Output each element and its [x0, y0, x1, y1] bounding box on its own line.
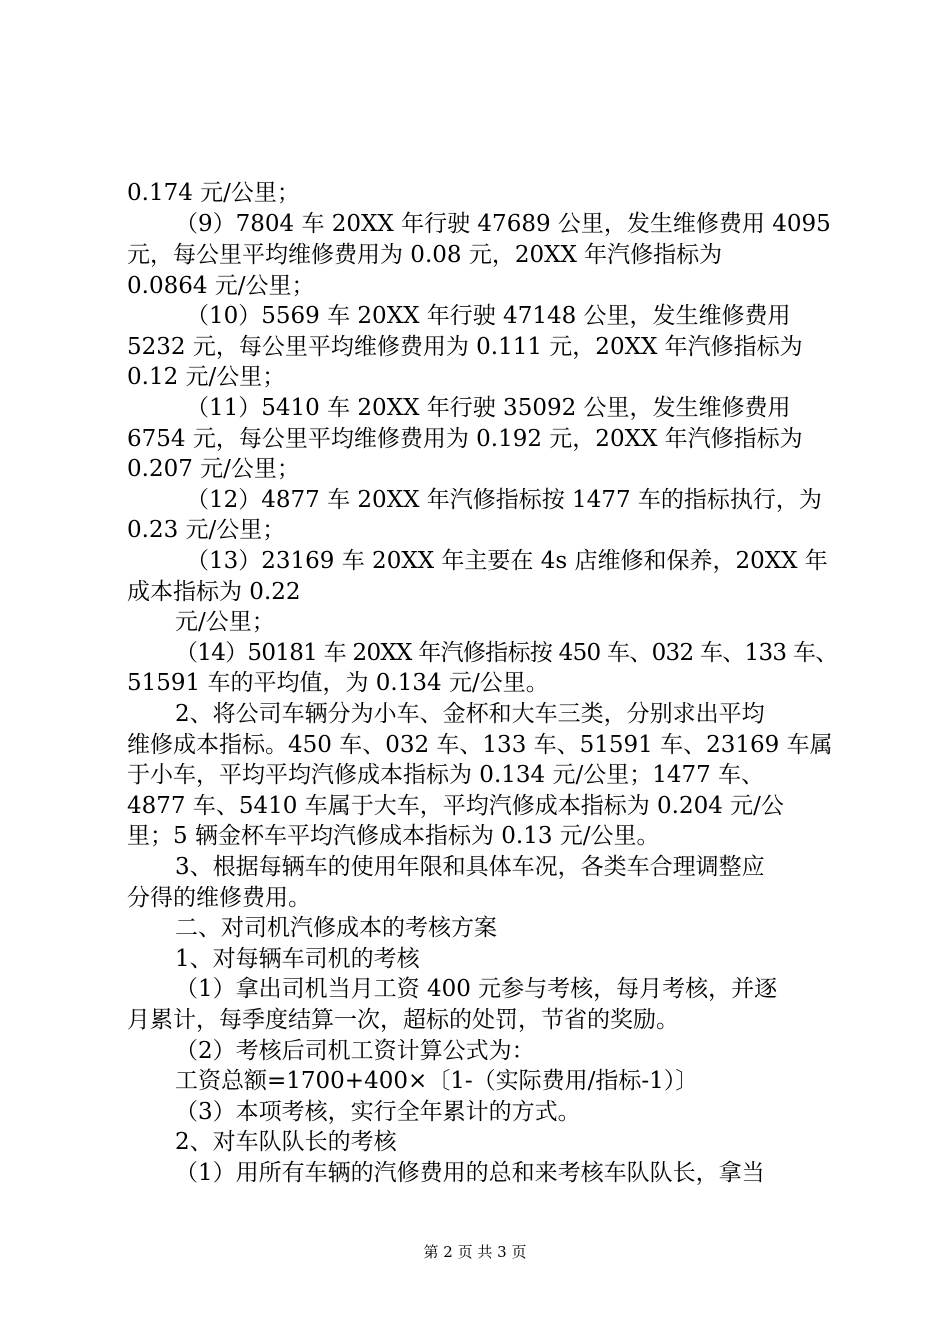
text-line: 元，每公里平均维修费用为 0.08 元，20XX 年汽修指标为: [127, 242, 723, 268]
text-line: （1）拿出司机当月工资 400 元参与考核，每月考核，并逐: [175, 976, 778, 1002]
text-line: （10）5569 车 20XX 年行驶 47148 公里，发生维修费用: [186, 303, 791, 329]
text-line: 分得的维修费用。: [127, 885, 311, 911]
text-line: 里；5 辆金杯车平均汽修成本指标为 0.13 元/公里。: [127, 823, 660, 849]
text-line: 0.23 元/公里；: [127, 517, 286, 543]
text-line: 0.174 元/公里；: [127, 180, 300, 206]
text-line: 成本指标为 0.22: [127, 579, 301, 605]
text-line: 6754 元，每公里平均维修费用为 0.192 元，20XX 年汽修指标为: [127, 426, 803, 452]
text-line: 51591 车的平均值，为 0.134 元/公里。: [127, 670, 549, 696]
text-line: 工资总额=1700+400×〔1-（实际费用/指标-1）〕: [175, 1068, 699, 1094]
text-line: （9）7804 车 20XX 年行驶 47689 公里，发生维修费用 4095: [175, 211, 831, 237]
text-line: （12）4877 车 20XX 年汽修指标按 1477 车的指标执行，为: [186, 487, 822, 513]
text-line: （2）考核后司机工资计算公式为：: [175, 1038, 535, 1064]
text-line: 3、根据每辆车的使用年限和具体车况，各类车合理调整应: [175, 854, 765, 880]
text-line: 2、对车队队长的考核: [175, 1129, 397, 1155]
text-line: （14）50181 车 20XX 年汽修指标按 450 车、032 车、133 车、: [175, 640, 838, 666]
text-line: 于小车，平均平均汽修成本指标为 0.134 元/公里；1477 车、: [127, 762, 765, 788]
text-line: （13）23169 车 20XX 年主要在 4s 店维修和保养，20XX 年: [186, 548, 828, 574]
page-footer: 第 2 页 共 3 页: [423, 1243, 527, 1261]
text-line: 二、对司机汽修成本的考核方案: [175, 915, 497, 941]
text-line: 2、将公司车辆分为小车、金杯和大车三类，分别求出平均: [175, 701, 765, 727]
text-line: 0.0864 元/公里；: [127, 273, 315, 299]
text-line: （1）用所有车辆的汽修费用的总和来考核车队队长，拿当: [175, 1160, 765, 1186]
text-line: 1、对每辆车司机的考核: [175, 946, 420, 972]
text-line: 4877 车、5410 车属于大车，平均汽修成本指标为 0.204 元/公: [127, 793, 784, 819]
text-line: 维修成本指标。450 车、032 车、133 车、51591 车、23169 车属: [127, 732, 833, 758]
text-line: 0.12 元/公里；: [127, 364, 286, 390]
text-line: （3）本项考核，实行全年累计的方式。: [175, 1099, 581, 1125]
text-line: 元/公里；: [175, 609, 275, 635]
text-line: 5232 元，每公里平均维修费用为 0.111 元，20XX 年汽修指标为: [127, 334, 803, 360]
text-line: 月累计，每季度结算一次，超标的处罚，节省的奖励。: [127, 1007, 679, 1033]
text-line: （11）5410 车 20XX 年行驶 35092 公里，发生维修费用: [186, 395, 791, 421]
text-line: 0.207 元/公里；: [127, 456, 300, 482]
